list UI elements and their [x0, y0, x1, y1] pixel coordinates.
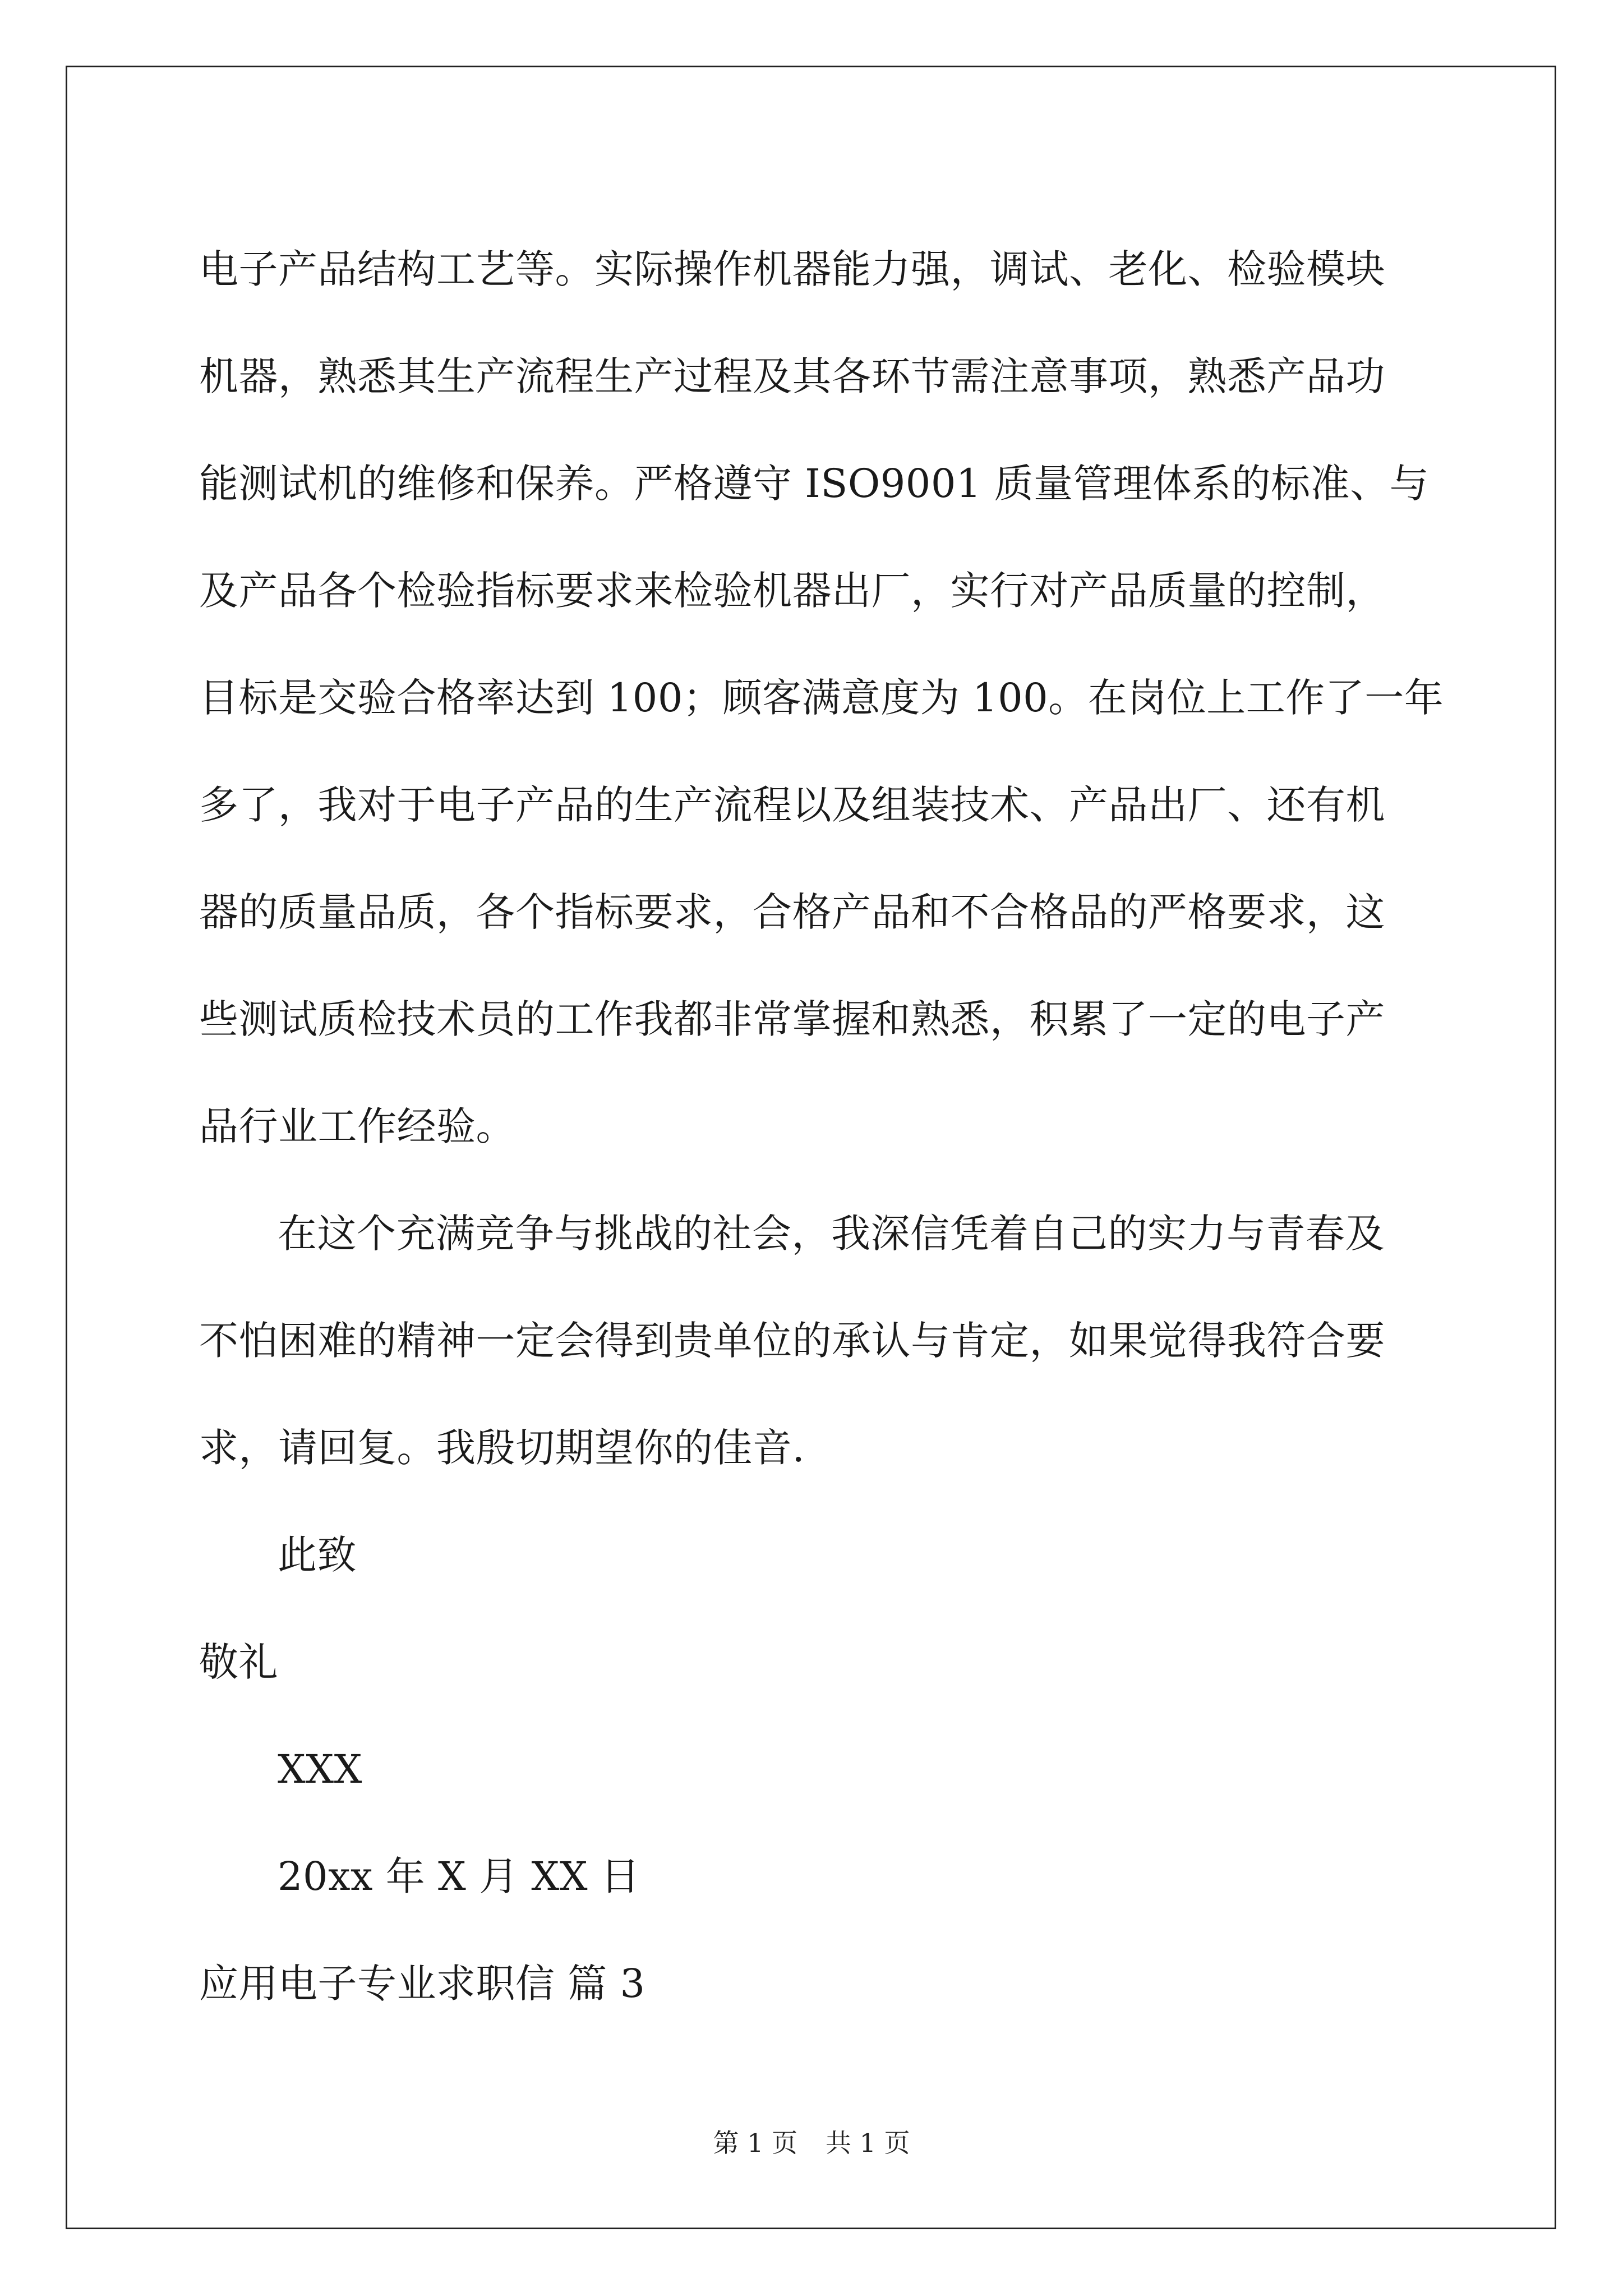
body-line-5: 目标是交验合格率达到 100；顾客满意度为 100。在岗位上工作了一年	[199, 675, 1444, 721]
body-line-6: 多了，我对于电子产品的生产流程以及组装技术、产品出厂、还有机	[199, 782, 1385, 828]
body-line-9: 品行业工作经验。	[199, 1103, 515, 1149]
body-line-4: 及产品各个检验指标要求来检验机器出厂，实行对产品质量的控制，	[199, 568, 1385, 614]
closing-salute: 敬礼	[199, 1639, 278, 1685]
signature-name: XXX	[278, 1746, 363, 1792]
section-heading: 应用电子专业求职信 篇 3	[199, 1961, 645, 2007]
document-body	[199, 216, 1444, 2037]
paragraph-2-line-2: 不怕困难的精神一定会得到贵单位的承认与肯定，如果觉得我符合要	[199, 1318, 1385, 1364]
paragraph-2-line-1: 在这个充满竞争与挑战的社会，我深信凭着自己的实力与青春及	[278, 1211, 1385, 1257]
body-line-1: 电子产品结构工艺等。实际操作机器能力强，调试、老化、检验模块	[199, 246, 1385, 292]
closing-greeting: 此致	[278, 1532, 357, 1578]
page-footer	[0, 2126, 1623, 2160]
body-line-3: 能测试机的维修和保养。严格遵守 ISO9001 质量管理体系的标准、与	[199, 461, 1430, 507]
body-line-8: 些测试质检技术员的工作我都非常掌握和熟悉，积累了一定的电子产	[199, 996, 1385, 1042]
body-line-2: 机器，熟悉其生产流程生产过程及其各环节需注意事项，熟悉产品功	[199, 353, 1385, 399]
page-number: 第 1 页	[713, 2128, 797, 2158]
body-line-7: 器的质量品质，各个指标要求，合格产品和不合格品的严格要求，这	[199, 889, 1385, 935]
page-total: 共 1 页	[826, 2128, 910, 2158]
paragraph-2-line-3: 求，请回复。我殷切期望你的佳音.	[199, 1425, 805, 1471]
signature-date: 20xx 年 X 月 XX 日	[278, 1853, 640, 1899]
